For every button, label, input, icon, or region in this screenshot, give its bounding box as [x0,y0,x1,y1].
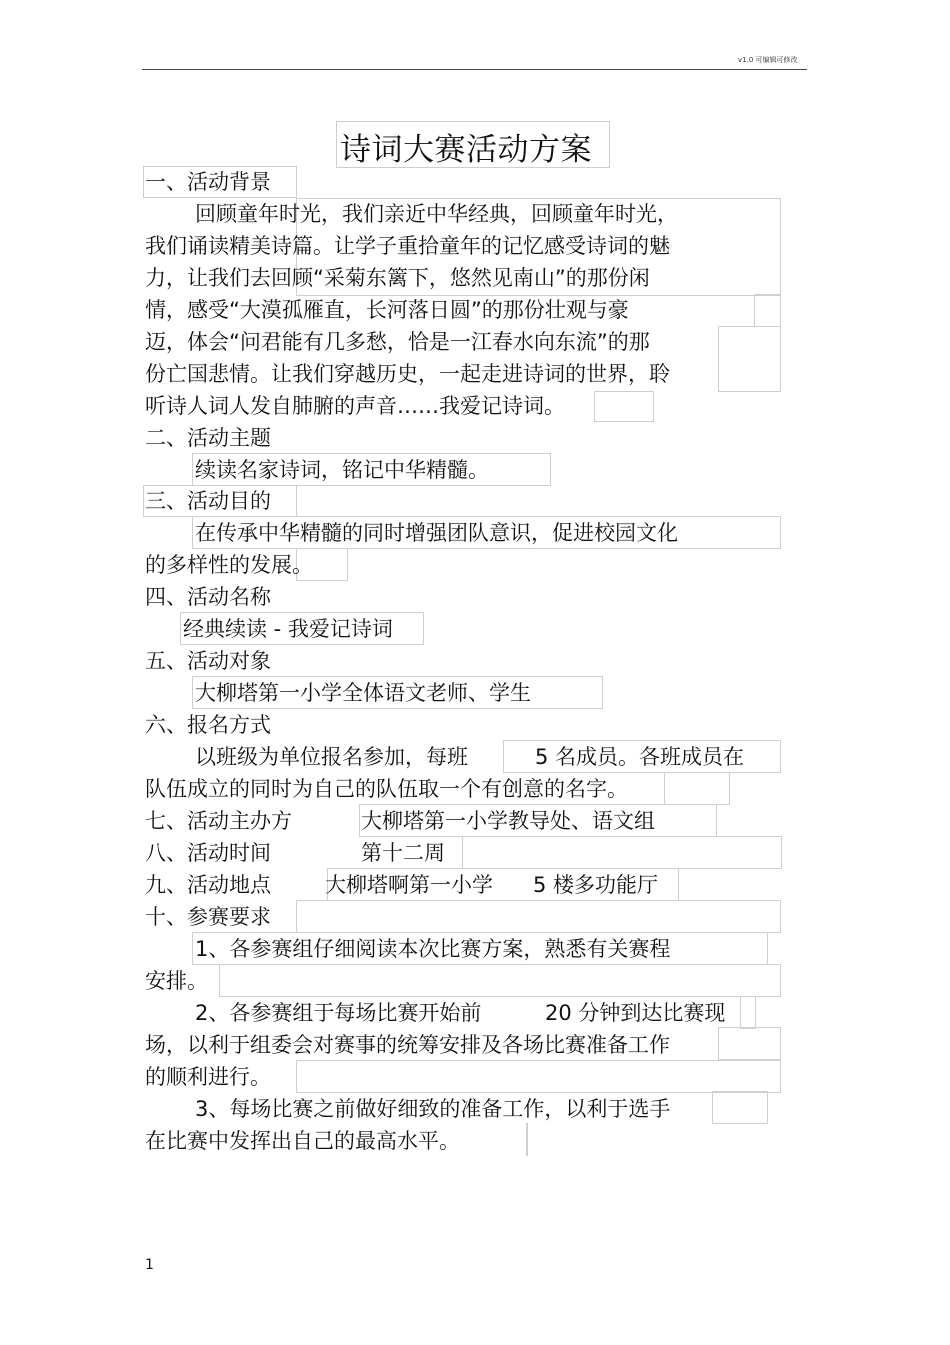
s3-line-1: 在传承中华精髓的同时增强团队意识，促进校园文化 [195,521,678,545]
frame-s10-r2-line2 [718,1027,781,1060]
heading-s1: 一、活动背景 [145,170,271,194]
s1-line-1: 回顾童年时光，我们亲近中华经典，回顾童年时光， [195,202,678,226]
heading-s4: 四、活动名称 [145,585,271,609]
s6-line-1a: 以班级为单位报名参加，每班 [195,745,468,769]
s1-line-6: 份亡国悲情。让我们穿越历史，一起走进诗词的世界，聆 [145,362,670,386]
frame-s6-line2 [664,772,730,805]
frame-s1-para-mid [754,294,781,327]
s6-line-1b: 5 名成员。各班成员在 [535,745,745,769]
s1-line-5: 迈，体会“问君能有几多愁，恰是一江春水向东流”的那 [145,330,650,354]
version-note: v1.0 可编辑可修改 [738,56,798,64]
s8-value: 第十二周 [361,841,445,865]
heading-s9: 九、活动地点 [145,873,271,897]
frame-s10-heading [296,900,781,933]
heading-s3: 三、活动目的 [145,489,271,513]
s10-r1-line-2: 安排。 [145,969,208,993]
s4-line-1: 经典续读 - 我爱记诗词 [183,617,393,641]
frame-s10-r3-line2 [526,1123,528,1156]
heading-s7: 七、活动主办方 [145,809,292,833]
s6-line-2: 队伍成立的同时为自己的队伍取一个有创意的名字。 [145,777,628,801]
frame-s1-para-right [718,326,781,392]
s7-value: 大柳塔第一小学教导处、语文组 [361,809,655,833]
frame-s10-r2-line1 [740,996,756,1029]
frame-s10-r2-line3 [296,1060,781,1093]
heading-s8: 八、活动时间 [145,841,271,865]
s3-line-2: 的多样性的发展。 [145,553,313,577]
heading-s6: 六、报名方式 [145,713,271,737]
s9-value-a: 大柳塔啊第一小学 [325,873,493,897]
page-number: 1 [145,1257,154,1273]
s10-r1-line-1: 1、各参赛组仔细阅读本次比赛方案，熟悉有关赛程 [195,937,671,961]
s1-line-3: 力，让我们去回顾“采菊东篱下，悠然见南山”的那份闲 [145,266,650,290]
header-rule [142,69,807,70]
heading-s10: 十、参赛要求 [145,905,271,929]
s1-line-2: 我们诵读精美诗篇。让学子重拾童年的记忆感受诗词的魅 [145,234,670,258]
heading-s2: 二、活动主题 [145,426,271,450]
s5-line-1: 大柳塔第一小学全体语文老师、学生 [195,681,531,705]
frame-s10-r1-line2 [219,964,781,997]
s10-r2-line-2: 场，以利于组委会对赛事的统筹安排及各场比赛准备工作 [145,1033,670,1057]
s10-r2-line-1b: 20 分钟到达比赛现 [545,1001,726,1025]
s10-r3-line-2: 在比赛中发挥出自己的最高水平。 [145,1129,460,1153]
page-title: 诗词大赛活动方案 [340,132,592,168]
frame-s1-para-end [594,391,654,422]
s1-line-4: 情，感受“大漠孤雁直，长河落日圆”的那份壮观与豪 [145,298,629,322]
frame-s8-value [462,836,782,869]
s10-r3-line-1: 3、每场比赛之前做好细致的准备工作，以利于选手 [195,1097,671,1121]
frame-s10-r3-line1 [712,1091,768,1124]
s2-line-1: 续读名家诗词，铭记中华精髓。 [195,458,489,482]
s1-line-7: 听诗人词人发自肺腑的声音……我爱记诗词。 [145,394,565,418]
heading-s5: 五、活动对象 [145,649,271,673]
s9-value-b: 5 楼多功能厅 [533,873,659,897]
s10-r2-line-3: 的顺利进行。 [145,1065,271,1089]
s10-r2-line-1a: 2、各参赛组于每场比赛开始前 [195,1001,482,1025]
